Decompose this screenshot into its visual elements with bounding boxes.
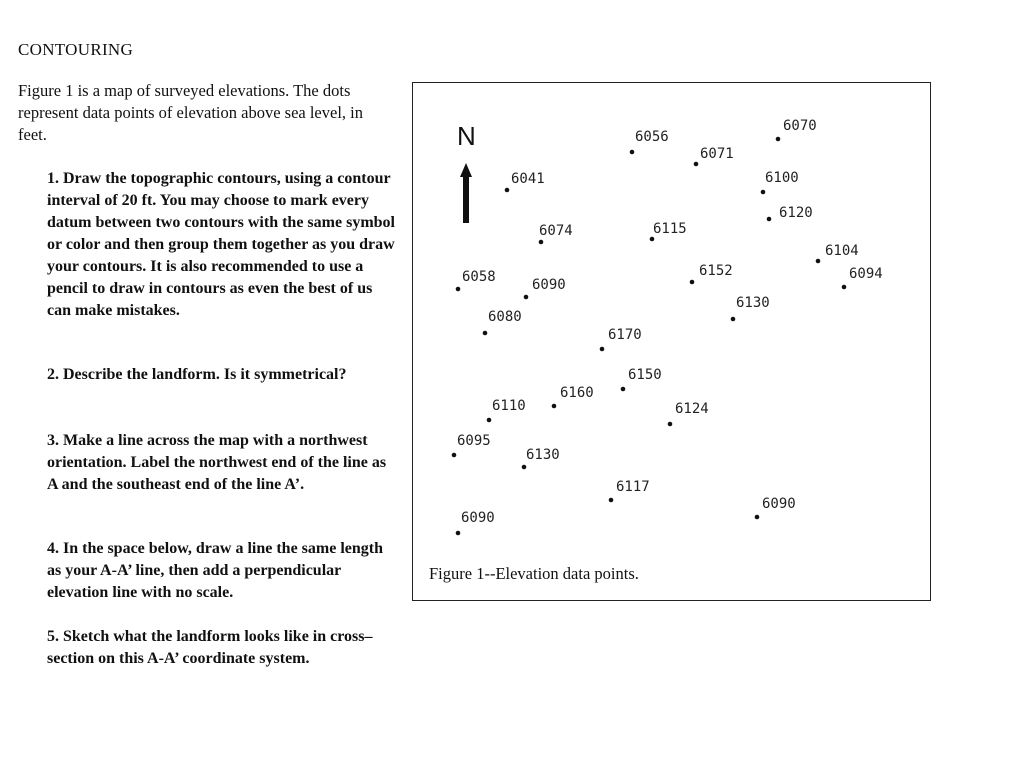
elevation-label: 6117: [616, 479, 650, 495]
elevation-point: [552, 385, 594, 408]
elevation-point: [483, 309, 522, 335]
elevation-dot: [456, 287, 461, 292]
elevation-point: [522, 447, 560, 469]
elevation-point: [668, 401, 709, 426]
elevation-label: 6120: [779, 205, 813, 221]
elevation-label: 6150: [628, 367, 662, 383]
elevation-dot: [552, 404, 557, 409]
elevation-dot: [842, 285, 847, 290]
elevation-point: [755, 496, 796, 519]
elevation-label: 6124: [675, 401, 709, 417]
elevation-label: 6115: [653, 221, 687, 237]
elevation-label: 6130: [736, 295, 770, 311]
question-3: 3. Make a line across the map with a northwest orientation. Label the northwest end of the line as A and the southeast end of the line A’.: [47, 432, 387, 493]
elevation-point: [650, 221, 687, 241]
elevation-label: 6056: [635, 129, 669, 145]
elevation-point: [761, 170, 799, 194]
elevation-point: [456, 269, 496, 291]
elevation-label: 6104: [825, 243, 859, 259]
elevation-dot: [816, 259, 821, 264]
elevation-point: [456, 510, 495, 535]
elevation-dot: [452, 453, 457, 458]
elevation-label: 6094: [849, 266, 883, 282]
elevation-label: 6074: [539, 223, 573, 239]
elevation-dot: [600, 347, 605, 352]
elevation-point: [621, 367, 662, 391]
question-5: 5. Sketch what the landform looks like in cross–section on this A-A’ coordinate system.: [47, 628, 373, 667]
elevation-label: 6041: [511, 171, 545, 187]
elevation-label: 6110: [492, 398, 526, 414]
elevation-label: 6170: [608, 327, 642, 343]
elevation-point: [767, 205, 813, 221]
elevation-label: 6090: [532, 277, 566, 293]
elevation-dot: [456, 531, 461, 536]
elevation-dot: [690, 280, 695, 285]
elevation-dot: [650, 237, 655, 242]
elevation-dot: [539, 240, 544, 245]
page-title: CONTOURING: [18, 40, 134, 59]
elevation-point: [600, 327, 642, 351]
north-label: N: [457, 121, 476, 151]
elevation-point: [694, 146, 734, 166]
elevation-point: [690, 263, 733, 284]
elevation-point: [630, 129, 669, 154]
elevation-dot: [483, 331, 488, 336]
elevation-dot: [731, 317, 736, 322]
question-2: 2. Describe the landform. Is it symmetrical?: [47, 366, 347, 383]
elevation-point: [842, 266, 883, 289]
elevation-point: [816, 243, 859, 263]
elevation-dot: [630, 150, 635, 155]
elevation-label: 6090: [762, 496, 796, 512]
elevation-label: 6080: [488, 309, 522, 325]
elevation-map-figure: [412, 82, 931, 601]
elevation-dot: [767, 217, 772, 222]
elevation-label: 6160: [560, 385, 594, 401]
elevation-point: [609, 479, 650, 502]
elevation-dot: [522, 465, 527, 470]
elevation-point: [731, 295, 770, 321]
elevation-label: 6152: [699, 263, 733, 279]
elevation-dot: [524, 295, 529, 300]
elevation-dot: [776, 137, 781, 142]
question-1: 1. Draw the topographic contours, using a contour interval of 20 ft. You may choose to mark every datum between two contours with the same symbol or color and then group them together as you draw your contours. It is also recommended to use a pencil to draw in contours as even the best of us can make mistakes.: [47, 170, 395, 319]
elevation-label: 6100: [765, 170, 799, 186]
elevation-label: 6090: [461, 510, 495, 526]
elevation-point: [524, 277, 566, 299]
elevation-dot: [761, 190, 766, 195]
figure-caption: Figure 1--Elevation data points.: [429, 564, 639, 583]
elevation-point: [539, 223, 573, 244]
elevation-point: [452, 433, 491, 457]
elevation-label: 6058: [462, 269, 496, 285]
elevation-dot: [621, 387, 626, 392]
elevation-dot: [487, 418, 492, 423]
elevation-label: 6071: [700, 146, 734, 162]
elevation-dot: [505, 188, 510, 193]
elevation-dot: [694, 162, 699, 167]
elevation-label: 6095: [457, 433, 491, 449]
elevation-label: 6130: [526, 447, 560, 463]
elevation-dot: [755, 515, 760, 520]
elevation-point: [487, 398, 526, 422]
elevation-dot: [609, 498, 614, 503]
elevation-point: [776, 118, 817, 141]
intro-paragraph: Figure 1 is a map of surveyed elevations. The dots represent data points of elevation above sea level, in feet.: [18, 81, 363, 144]
elevation-label: 6070: [783, 118, 817, 134]
elevation-map: [413, 83, 932, 602]
elevation-point: [505, 171, 545, 192]
question-4: 4. In the space below, draw a line the same length as your A-A’ line, then add a perpendicular elevation line with no scale.: [47, 540, 383, 601]
elevation-dot: [668, 422, 673, 427]
north-arrow-icon: [457, 121, 476, 223]
